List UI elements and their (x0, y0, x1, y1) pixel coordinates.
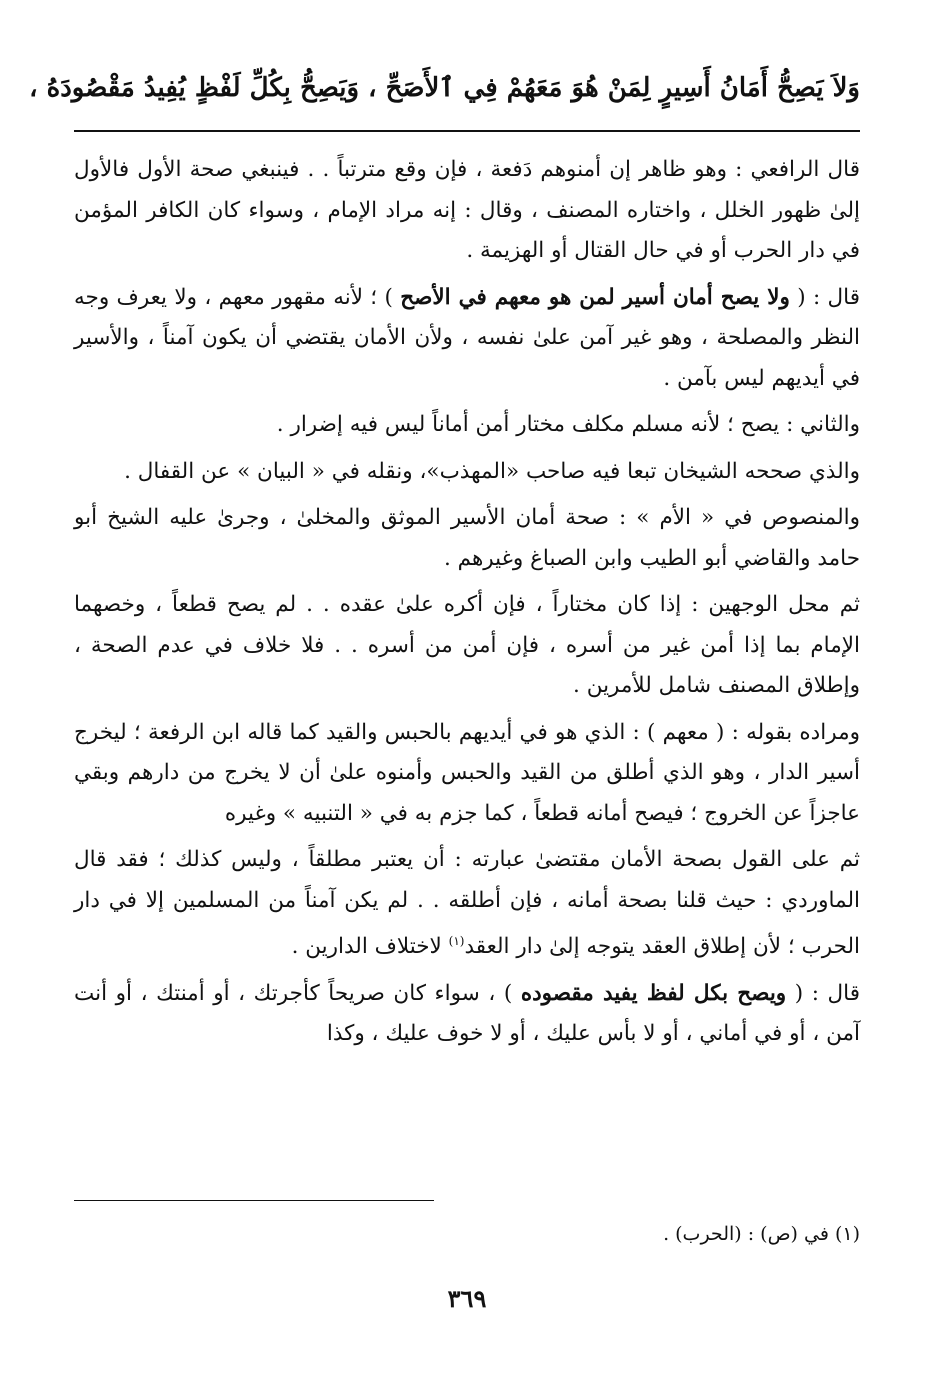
paragraph-rafii: قال الرافعي : وهو ظاهر إن أمنوهم دَفعة ، فإن وقع مترتباً . . فينبغي صحة الأول فالأول إلىٰ ظهور الخلل ، واختاره المصنف ، وقال : إنه مراد الإمام ، وسواء كان الكافر المؤمن في دار الحرب أو في حال القتال أو الهزيمة . (74, 157, 860, 263)
header-divider (74, 130, 860, 132)
paren-open: قال : ( (789, 284, 860, 310)
paragraph-main-text: ثم على القول بصحة الأمان مقتضىٰ عبارته : أن يعتبر مطلقاً ، وليس كذلك ؛ فقد قال الماوردي : حيث قلنا بصحة أمانه ، فإن أطلقه . . لم يكن آمناً من المسلمين إلا في دار الحرب ؛ لأن إطلاق العقد يتوجه إلىٰ دار العقد (74, 847, 860, 960)
page-number: ٣٦٩ (447, 1284, 487, 1313)
footnote-marker: (١) (448, 934, 465, 948)
matn-quote: ولا يصح أمان أسير لمن هو معهم في الأصح (400, 284, 790, 310)
paragraph-lafz (74, 974, 860, 1055)
paragraph-second-view: والثاني : يصح ؛ لأنه مسلم مكلف مختار أمن أماناً ليس فيه إضرار . (276, 412, 860, 437)
paragraph-continuation: ) ؛ لأنه مقهور معهم ، ولا يعرف وجه النظر والمصلحة ، وهو غير آمن علىٰ نفسه ، ولأن الأمان يقتضي أن يكون آمناً ، والأسير في أيديهم ليس بآمن . (74, 284, 860, 391)
commentary-body (74, 150, 860, 1061)
matn-header: وَلاَ يَصِحُّ أَمَانُ أَسِيرٍ لِمَنْ هُوَ مَعَهُمْ فِي ٱلأَصَحِّ ، وَيَصِحُّ بِكُلِّ لَفْظٍ يُفِيدُ مَقْصُودَهُ ، (29, 73, 860, 103)
paren-open: قال : ( (786, 980, 861, 1006)
matn-quote: ويصح بكل لفظ يفيد مقصوده (520, 980, 787, 1006)
paragraph-asir (74, 278, 860, 400)
book-page (29, 0, 861, 1377)
paragraph-umm: والمنصوص في « الأم » : صحة أمان الأسير الموثق والمخلىٰ ، وجرىٰ عليه الشيخ أبو حامد والقاضي أبو الطيب وابن الصباغ وغيرهم . (74, 505, 860, 571)
paragraph-continuation: ) ، سواء كان صريحاً كأجرتك ، أو أمنتك ، أو أنت آمن ، أو في أماني ، أو لا بأس عليك ، أو لا خوف عليك ، وكذا (74, 980, 860, 1047)
paragraph-wajhayn: ثم محل الوجهين : إذا كان مختاراً ، فإن أكره علىٰ عقده . . لم يصح قطعاً ، وخصهما الإمام بما إذا أمن غير من أسره ، فإن أمن من أسره . . فلا خلاف في عدم الصحة ، وإطلاق المصنف شامل للأمرين . (74, 592, 860, 698)
footnote: (١) في (ص) : (الحرب) . (663, 1223, 860, 1245)
paragraph-mawardi (74, 840, 860, 968)
paragraph-tail: لاختلاف الدارين . (291, 934, 449, 960)
paragraph-maahum: ومراده بقوله : ( معهم ) : الذي هو في أيديهم بالحبس والقيد كما قاله ابن الرفعة ؛ ليخرج أسير الدار ، وهو الذي أطلق من القيد والحبس وأمنوه علىٰ أن لا يخرج من دارهم وبقي عاجزاً عن الخروج ؛ فيصح أمانه قطعاً ، كما جزم به في « التنبيه » وغيره (74, 719, 860, 826)
footnote-divider (74, 1200, 434, 1201)
paragraph-shaykhan: والذي صححه الشيخان تبعا فيه صاحب «المهذب»، ونقله في « البيان » عن القفال . (124, 458, 860, 484)
